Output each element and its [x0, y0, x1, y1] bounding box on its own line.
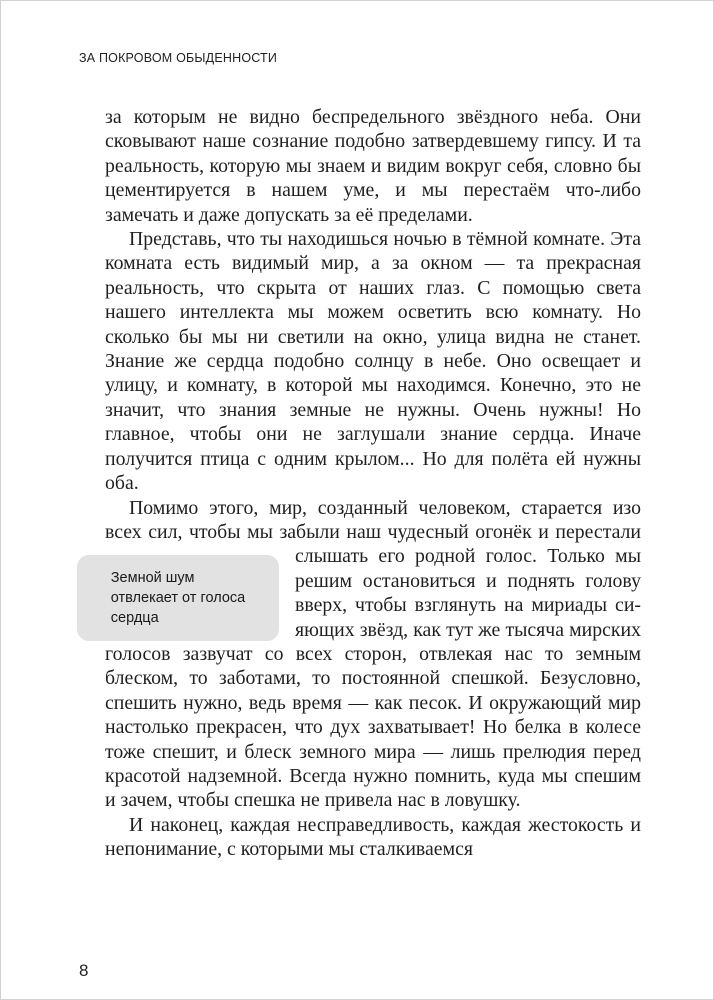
paragraph-3-lead: Помимо этого, мир, созданный человеком, старается изо всех сил, чтобы мы забыли наш чудесный огонёк [105, 496, 641, 543]
paragraph-2: Представь, что ты находишься ночью в тёмной комнате. Эта комната есть видимый мир, а за окном — та прекрасная реальность, что скрыта от наших глаз. С помощью света нашего интеллекта мы можем осветить всю комнату. Но сколько бы мы ни светили на окно, улица видна не станет. Знание же сердца подобно солнцу в небе. Оно освещает и улицу, и комнату, в которой мы находимся. Конечно, это не значит, что знания земные не нужны. Очень нужны! Но главное, чтобы они не заглушали знание сердца. Иначе получится птица с одним крылом... Но для полёта ей нужны оба. [105, 228, 641, 495]
paragraph-1: за которым не видно беспредельного звёздного неба. Они сковывают наше сознание подобно затвердевшему гипсу. И та реальность, которую мы знаем и видим вокруг себя, словно бы цементируется в нашем уме, и мы перестаём что-либо замечать и даже допускать за её пределами. [105, 106, 641, 226]
paragraph-3-rest: и перестали слышать его родной голос. Только мы решим остановиться и поднять голову вверх, чтобы взглянуть на мириады сияющих звёзд, как тут же тысяча мирских голосов зазвучат со всех сторон, отвлекая нас то земным блеском, то заботами, то постоянной спешкой. Безусловно, спешить нужно, ведь время — как песок. И окружающий мир настолько прекрасен, что дух захватывает! Но белка в колесе тоже спешит, и блеск земного мира — лишь прелюдия перед красотой надземной. Всегда нужно помнить, куда мы спешим и зачем, чтобы спешка не привела нас в ловушку. [105, 520, 642, 812]
paragraph-3 [105, 496, 641, 813]
page-number: 8 [79, 961, 89, 980]
sidebar-callout [77, 555, 279, 641]
running-header: ЗА ПОКРОВОМ ОБЫДЕННОСТИ [79, 51, 278, 65]
paragraph-4: И наконец, каждая несправедливость, каждая жестокость и непонимание, с которыми мы сталкиваемся [105, 813, 641, 861]
callout-text: Земной шум отвлекает от голоса сердца [110, 570, 246, 627]
body-text [105, 105, 641, 862]
